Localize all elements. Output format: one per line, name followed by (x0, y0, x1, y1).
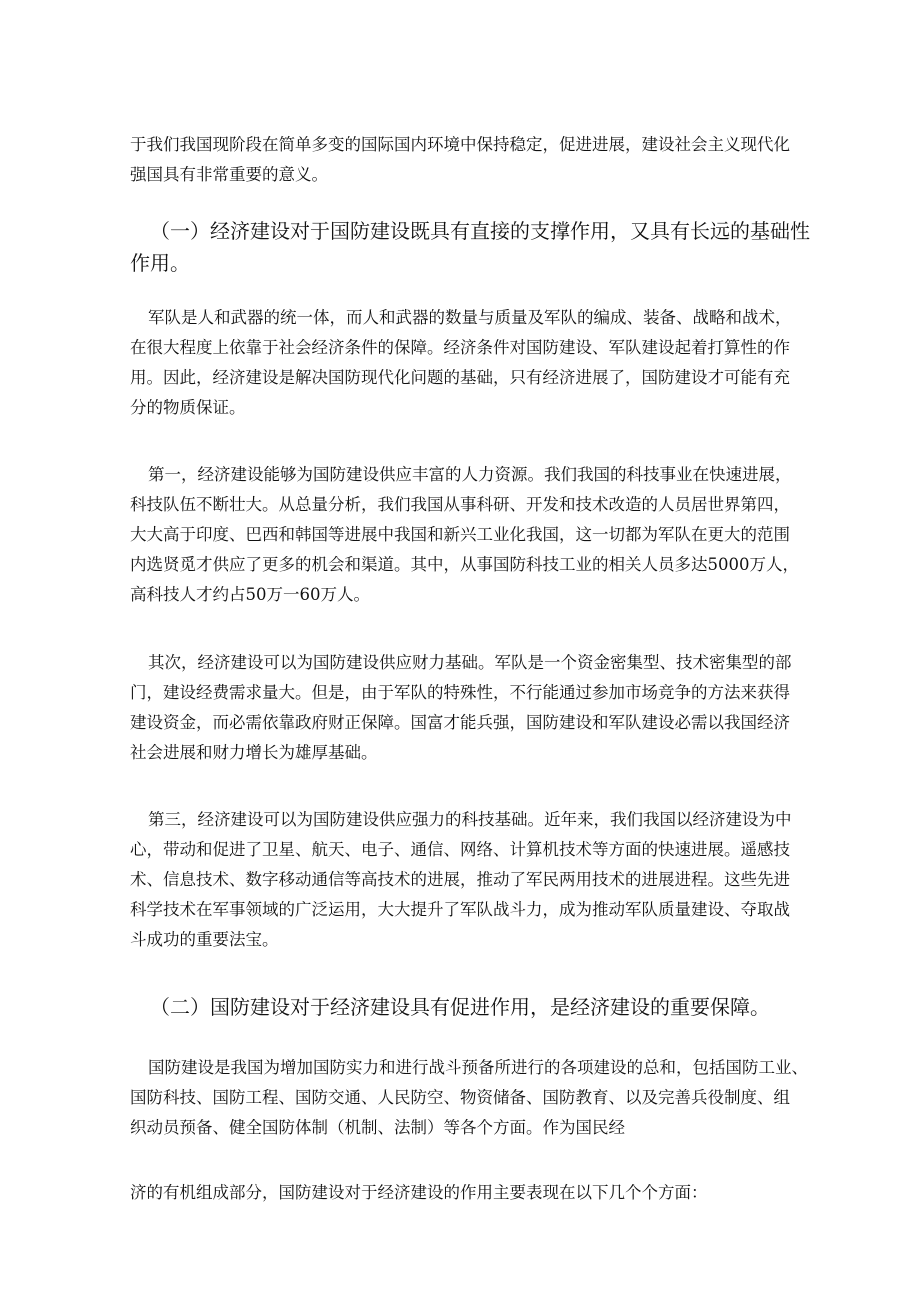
paragraph-line: 科学技术在军事领域的广泛运用，大大提升了军队战斗力，成为推动军队质量建设、夺取战 (130, 900, 790, 919)
paragraph-line: 第三，经济建设可以为国防建设供应强力的科技基础。近年来，我们我国以经济建设为中 (148, 810, 792, 829)
paragraph-line: 内选贤觅才供应了更多的机会和渠道。其中，从事国防科技工业的相关人员多达5000万人， (130, 555, 799, 574)
intro-line-2: 强国具有非常重要的意义。 (130, 165, 328, 184)
heading-1-line-1: （一）经济建设对于国防建设既具有直接的支撑作用，又具有长远的基础性 (150, 219, 810, 243)
paragraph-financial-basis (130, 648, 830, 768)
heading-1-line-2: 作用。 (130, 251, 190, 275)
section-heading-2 (130, 991, 830, 1023)
intro-paragraph (130, 130, 830, 190)
paragraph-line: 门，建设经费需求量大。但是，由于军队的特殊性，不行能通过参加市场竞争的方法来获得 (130, 683, 790, 702)
paragraph-line: 国防科技、国防工程、国防交通、人民防空、物资储备、国防教育、以及完善兵役制度、组 (130, 1088, 790, 1107)
paragraph-line: 织动员预备、健全国防体制（机制、法制）等各个方面。作为国民经 (130, 1118, 625, 1137)
intro-line-1: 于我们我国现阶段在简单多变的国际国内环境中保持稳定，促进进展，建设社会主义现代化 (130, 135, 790, 154)
paragraph-line: 大大高于印度、巴西和韩国等进展中我国和新兴工业化我国，这一切都为军队在更大的范围 (130, 525, 790, 544)
paragraph-line: 在很大程度上依靠于社会经济条件的保障。经济条件对国防建设、军队建设起着打算性的作 (130, 338, 790, 357)
paragraph-line: 科技队伍不断壮大。从总量分析，我们我国从事科研、开发和技术改造的人员居世界第四， (130, 495, 790, 514)
paragraph-human-resources (130, 460, 830, 610)
paragraph-line: 第一，经济建设能够为国防建设供应丰富的人力资源。我们我国的科技事业在快速进展， (148, 465, 792, 484)
section-heading-1 (130, 215, 830, 279)
paragraph-line: 其次，经济建设可以为国防建设供应财力基础。军队是一个资金密集型、技术密集型的部 (148, 653, 792, 672)
paragraph-line: 建设资金，而必需依靠政府财正保障。国富才能兵强，国防建设和军队建设必需以我国经济 (130, 713, 790, 732)
paragraph-technology-basis (130, 805, 830, 955)
paragraph-line: 济的有机组成部分，国防建设对于经济建设的作用主要表现在以下几个个方面： (130, 1183, 708, 1202)
paragraph-army-economy (130, 303, 830, 423)
paragraph-line: 分的物质保证。 (130, 398, 246, 417)
heading-2-line-1: （二）国防建设对于经济建设具有促进作用，是经济建设的重要保障。 (150, 995, 770, 1019)
paragraph-line: 高科技人才约占50万一60万人。 (130, 585, 370, 604)
paragraph-continuation (130, 1178, 830, 1208)
paragraph-line: 用。因此，经济建设是解决国防现代化问题的基础，只有经济进展了，国防建设才可能有充 (130, 368, 790, 387)
paragraph-defense-construction (130, 1053, 830, 1143)
paragraph-line: 国防建设是我国为增加国防实力和进行战斗预备所进行的各项建设的总和，包括国防工业、 (148, 1058, 808, 1077)
paragraph-line: 斗成功的重要法宝。 (130, 930, 279, 949)
paragraph-line: 心，带动和促进了卫星、航天、电子、通信、网络、计算机技术等方面的快速进展。遥感技 (130, 840, 790, 859)
paragraph-line: 军队是人和武器的统一体，而人和武器的数量与质量及军队的编成、装备、战略和战术， (148, 308, 792, 327)
paragraph-line: 术、信息技术、数字移动通信等高技术的进展，推动了军民两用技术的进展进程。这些先进 (130, 870, 790, 889)
paragraph-line: 社会进展和财力增长为雄厚基础。 (130, 743, 378, 762)
